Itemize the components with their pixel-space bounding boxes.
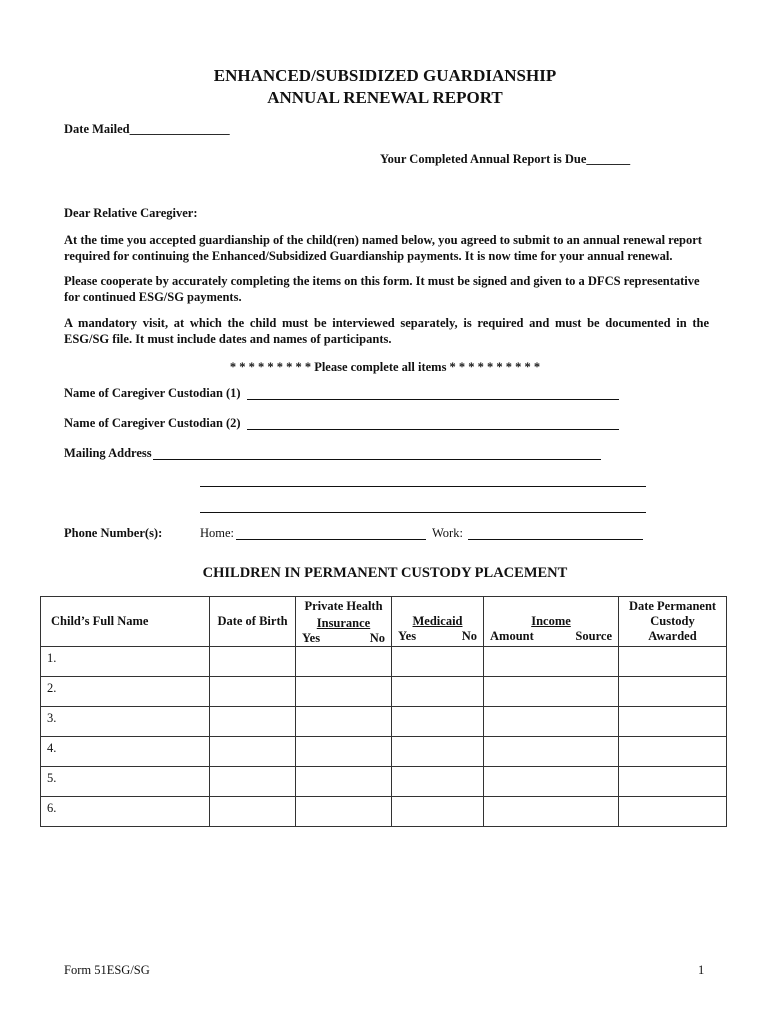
custody-date-cell[interactable] [619,797,727,827]
medicaid-cell[interactable] [392,767,484,797]
header-child-name [41,597,210,647]
income-amount-label: Amount [490,629,534,643]
section-title: CHILDREN IN PERMANENT CUSTODY PLACEMENT [202,565,568,581]
header-dob [210,597,296,647]
row-number: 2. [47,681,57,695]
child-name-cell[interactable] [41,767,210,797]
custody-date-cell[interactable] [619,767,727,797]
children-table [40,596,727,827]
income-cell[interactable] [484,707,619,737]
header-medicaid [392,597,484,647]
custody-date-cell[interactable] [619,677,727,707]
dob-cell[interactable] [210,737,296,767]
mailing-address-line2[interactable] [200,486,646,487]
income-cell[interactable] [484,767,619,797]
header-dob-label: Date of Birth [217,614,288,628]
paragraph-cooperate: Please cooperate by accurately completing the items on this form. It must be signed and given to a DFCS representative for continued ESG/SG payments. [64,274,700,304]
row-number: 3. [47,711,57,725]
medicaid-no-label: No [461,629,477,643]
header-income-label: Income [531,614,571,628]
header-child-name-label: Child’s Full Name [51,614,149,628]
table-row [41,647,727,677]
insurance-cell[interactable] [296,647,392,677]
insurance-cell[interactable] [296,797,392,827]
dob-cell[interactable] [210,707,296,737]
date-mailed: Date Mailed________________ [64,122,230,136]
income-cell[interactable] [484,797,619,827]
insurance-cell[interactable] [296,707,392,737]
header-insurance [296,597,392,647]
table-row [41,767,727,797]
medicaid-cell[interactable] [392,647,484,677]
custodian2-label: Name of Caregiver Custodian (2) [64,416,241,430]
child-name-cell[interactable] [41,797,210,827]
dob-cell[interactable] [210,677,296,707]
insurance-yes-label: Yes [302,631,321,645]
report-due: Your Completed Annual Report is Due_______ [380,152,631,166]
form-title-line1: ENHANCED/SUBSIDIZED GUARDIANSHIP [213,66,557,85]
custody-date-cell[interactable] [619,707,727,737]
home-phone-label: Home: [200,526,235,540]
child-name-cell[interactable] [41,647,210,677]
custodian1-input[interactable] [247,399,619,400]
header-perm-line3: Awarded [648,629,697,643]
child-name-cell[interactable] [41,707,210,737]
custodian1-label: Name of Caregiver Custodian (1) [64,386,241,400]
row-number: 5. [47,771,57,785]
child-name-cell[interactable] [41,677,210,707]
work-phone-label: Work: [432,526,463,540]
medicaid-cell[interactable] [392,737,484,767]
greeting: Dear Relative Caregiver: [64,206,198,220]
child-name-cell[interactable] [41,737,210,767]
complete-all-items: * * * * * * * * * Please complete all items * * * * * * * * * * [229,360,541,374]
income-cell[interactable] [484,677,619,707]
paragraph-renewal: At the time you accepted guardianship of the child(ren) named below, you agreed to submit to an annual renewal report required for continuing the Enhanced/Subsidized Guardianship payments. It is now time for your annual renewal. [64,233,702,263]
insurance-cell[interactable] [296,767,392,797]
table-row [41,677,727,707]
home-phone-input[interactable] [236,539,426,540]
insurance-no-label: No [369,631,385,645]
row-number: 6. [47,801,57,815]
dob-cell[interactable] [210,647,296,677]
table-row [41,707,727,737]
row-number: 4. [47,741,57,755]
page-number: 1 [698,963,705,977]
custody-date-cell[interactable] [619,647,727,677]
table-header-row [41,597,727,647]
header-permanent-custody [619,597,727,647]
work-phone-input[interactable] [468,539,643,540]
income-cell[interactable] [484,647,619,677]
header-insurance-top: Private Health [304,599,383,613]
row-number: 1. [47,651,57,665]
form-number: Form 51ESG/SG [64,963,150,977]
phone-label: Phone Number(s): [64,526,163,540]
medicaid-cell[interactable] [392,707,484,737]
mailing-address-label: Mailing Address [64,446,152,460]
medicaid-cell[interactable] [392,677,484,707]
table-row [41,737,727,767]
header-perm-line1: Date Permanent [628,599,717,613]
income-cell[interactable] [484,737,619,767]
mailing-address-line3[interactable] [200,512,646,513]
form-title-line2: ANNUAL RENEWAL REPORT [267,88,503,107]
insurance-cell[interactable] [296,737,392,767]
medicaid-cell[interactable] [392,797,484,827]
medicaid-yes-label: Yes [398,629,417,643]
header-insurance-label: Insurance [316,616,371,630]
dob-cell[interactable] [210,797,296,827]
custody-date-cell[interactable] [619,737,727,767]
dob-cell[interactable] [210,767,296,797]
header-medicaid-label: Medicaid [412,614,463,628]
mailing-address-input[interactable] [153,459,601,460]
paragraph-mandatory-visit: A mandatory visit, at which the child must be interviewed separately, is required and must be documented in the ESG/SG file. It must include dates and names of participants. [64,316,709,346]
header-perm-line2: Custody [650,614,695,628]
insurance-cell[interactable] [296,677,392,707]
header-income [484,597,619,647]
table-row [41,797,727,827]
custodian2-input[interactable] [247,429,619,430]
income-source-label: Source [575,629,612,643]
